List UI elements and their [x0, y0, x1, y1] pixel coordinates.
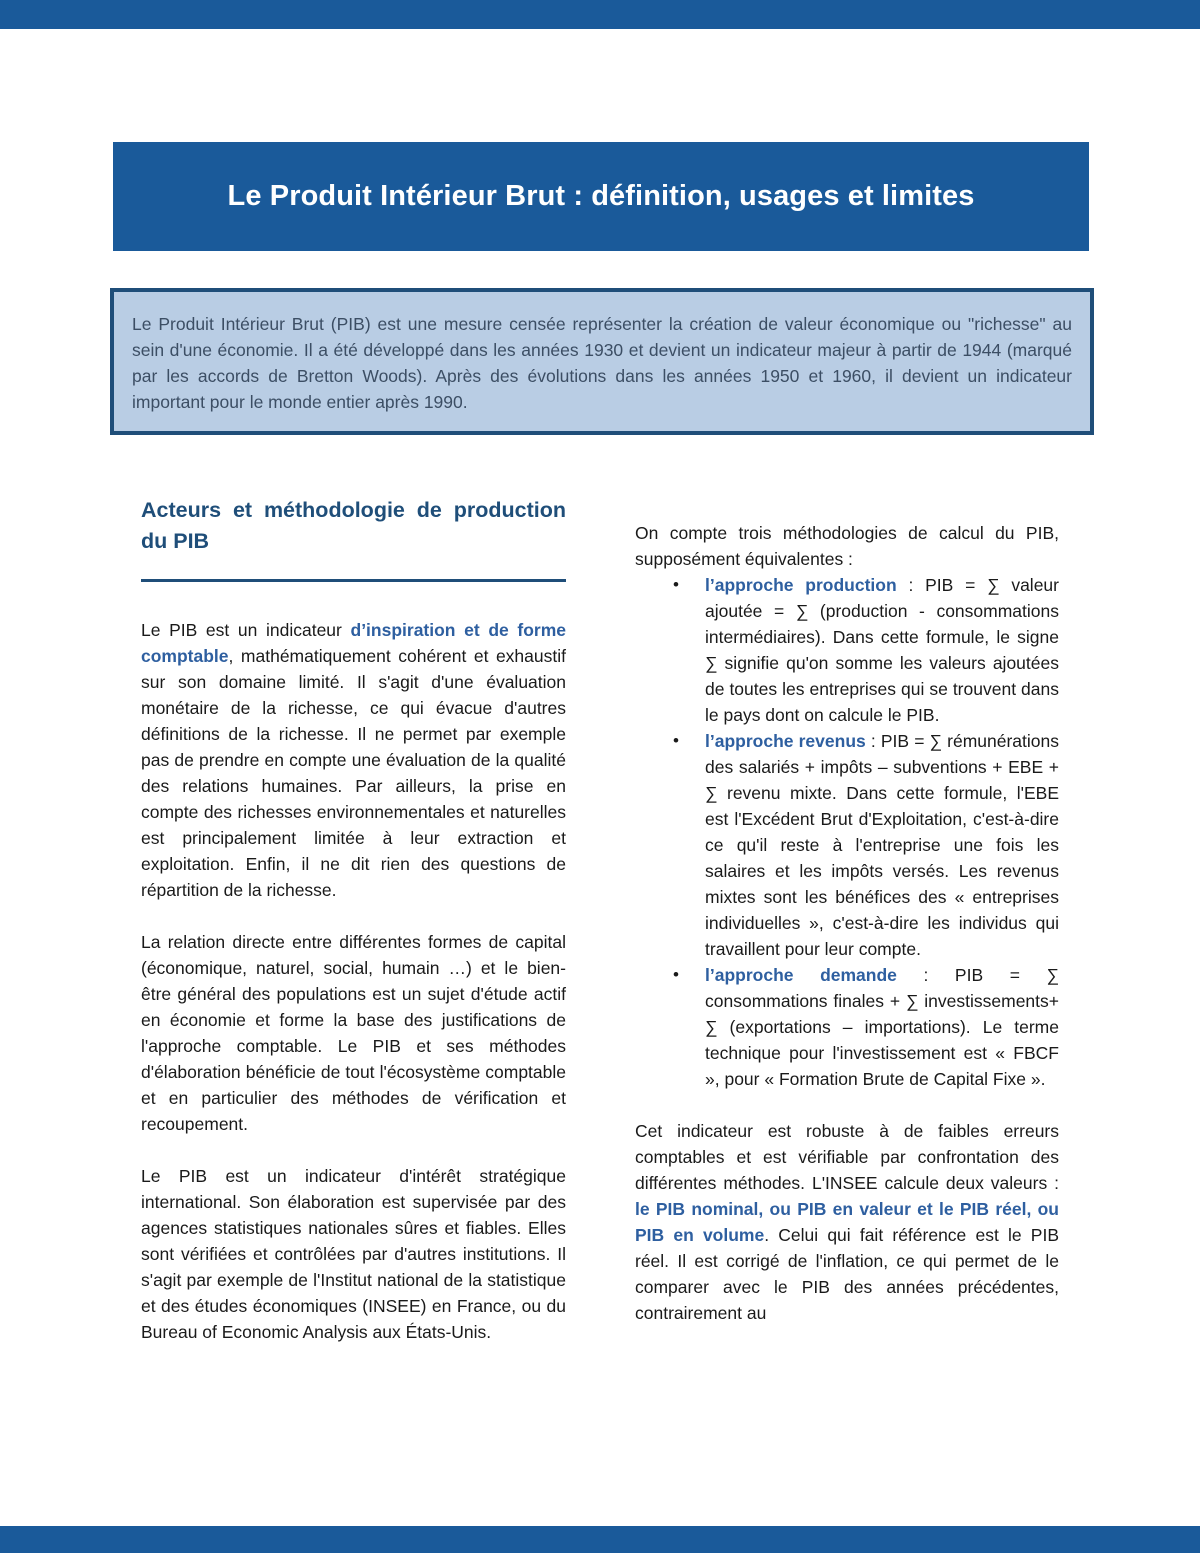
intro-text: Le Produit Intérieur Brut (PIB) est une mesure censée représenter la création de valeur économique ou "richesse" au sein d'une économie. Il a été développé dans les années 1930 et devient un indicateur majeur à partir de 1944 (marqué par les accords de Bretton Woods). Après des évolutions dans les années 1950 et 1960, il devient un indicateur important pour le monde entier après 1990. [132, 314, 1072, 412]
methods-intro: On compte trois méthodologies de calcul du PIB, supposément équivalentes : [635, 523, 1059, 569]
paragraph-text: Cet indicateur est robuste à de faibles erreurs comptables et est vérifiable par confrontation des différentes méthodes. L'INSEE calcule deux valeurs : [635, 1121, 1059, 1193]
intro-box [110, 288, 1094, 435]
method-text: : PIB = ∑ rémunérations des salariés + impôts – subventions + EBE + ∑ revenu mixte. Dans cette formule, l'EBE est l'Excédent Brut d'Exploitation, c'est-à-dire ce qu'il reste à l'entreprise une fois les salaires et les impôts versés. Les revenus mixtes sont les bénéfices des « entreprises individuelles », c'est-à-dire les individus qui travaillent pour leur compte. [705, 731, 1060, 959]
bullet-icon: • [673, 731, 679, 750]
right-column [635, 520, 1059, 1352]
method-label: l’approche demande [705, 965, 897, 985]
paragraph-definition [141, 617, 566, 903]
list-item [673, 572, 1059, 728]
highlight-text: d’inspiration et de forme comptable [141, 620, 566, 666]
page-title: Le Produit Intérieur Brut : définition, usages et limites [227, 180, 975, 212]
highlight-text: le PIB nominal, ou PIB en valeur et le PIB réel, ou PIB en volume [635, 1199, 1059, 1245]
paragraph-strategic: Le PIB est un indicateur d'intérêt stratégique international. Son élaboration est supervisée par des agences statistiques nationales sûres et fiables. Elles sont vérifiées et contrôlées par d'autres institutions. Il s'agit par exemple de l'Institut national de la statistique et des études économiques (INSEE) en France, ou du Bureau of Economic Analysis aux États-Unis. [141, 1166, 566, 1342]
method-label: l’approche production [705, 575, 897, 595]
heading-divider [141, 579, 566, 582]
bottom-bar [0, 1526, 1200, 1553]
paragraph-text: Le PIB est un indicateur [141, 620, 351, 640]
list-item [673, 728, 1060, 962]
paragraph-text: , mathématiquement cohérent et exhaustif sur son domaine limité. Il s'agit d'une évaluation monétaire de la richesse, ce qui évacue d'autres définitions de la richesse. Il ne permet par exemple pas de prendre en compte une évaluation de la qualité des relations humaines. Par ailleurs, la prise en compte des richesses environnementales et naturelles est principalement limitée à leur extraction et exploitation. Enfin, il ne dit rien des questions de répartition de la richesse. [141, 646, 566, 900]
top-bar [0, 0, 1200, 29]
method-text: : PIB = ∑ valeur ajoutée = ∑ (production - consommations intermédiaires). Dans cette formule, le signe ∑ signifie qu'on somme les valeurs ajoutées de toutes les entreprises qui se trouvent dans le pays dont on calcule le PIB. [705, 575, 1059, 725]
title-banner [113, 142, 1089, 251]
methods-list [635, 572, 1059, 1092]
paragraph-robustness [635, 1118, 1059, 1326]
bullet-icon: • [673, 965, 679, 984]
list-item [673, 962, 1059, 1092]
method-text: : PIB = ∑ consommations finales + ∑ investissements+ ∑ (exportations – importations). Le terme technique pour l'investissement est « FBCF », pour « Formation Brute de Capital Fixe ». [705, 965, 1059, 1089]
paragraph-capital: La relation directe entre différentes formes de capital (économique, naturel, social, humain …) et le bien-être général des populations est un sujet d'étude actif en économie et forme la base des justifications de l'approche comptable. Le PIB et ses méthodes d'élaboration bénéficie de tout l'écosystème comptable et en particulier des méthodes de vérification et recoupement. [141, 932, 566, 1134]
section-heading: Acteurs et méthodologie de production du PIB [141, 498, 566, 553]
method-label: l’approche revenus [705, 731, 866, 751]
paragraph-text: . Celui qui fait référence est le PIB réel. Il est corrigé de l'inflation, ce qui permet de le comparer avec le PIB des années précédentes, contrairement au [635, 1225, 1059, 1323]
left-column [141, 495, 566, 1371]
bullet-icon: • [673, 575, 679, 594]
